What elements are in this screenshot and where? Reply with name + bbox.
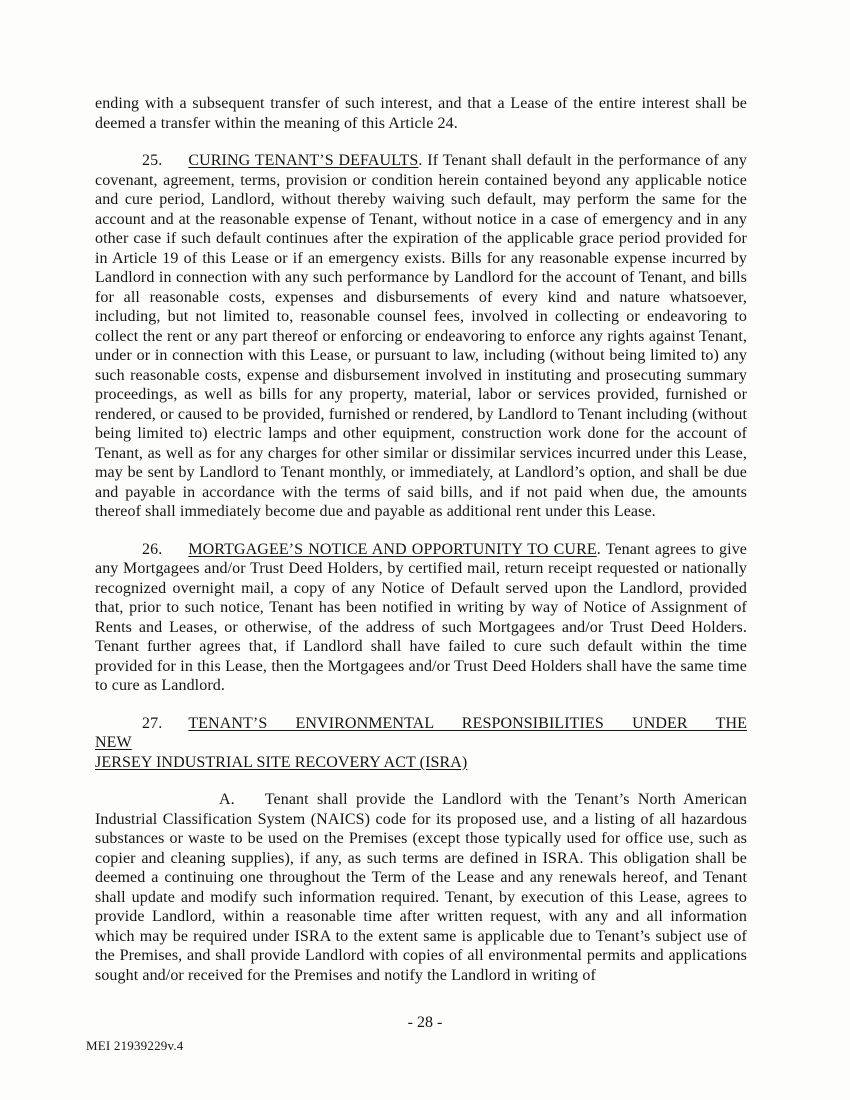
section-25-paragraph [95,151,747,522]
section-26-number: 26. [142,540,163,558]
subsection-a-body: Tenant shall provide the Landlord with the Tenant’s North American Industrial Classification System (NAICS) code for its proposed use, and a listing of all hazardous substances or waste to be used on the Premises (except those typically used for office use, such as copier and cleaning supplies), if any, as such terms are defined in ISRA. This obligation shall be deemed a continuing one throughout the Term of the Lease and any renewals hereof, and Tenant shall update and modify such information required. Tenant, by execution of this Lease, agrees to provide Landlord, within a reasonable time after written request, with any and all information which may be required under ISRA to the extent same is applicable due to Tenant’s subject use of the Premises, and shall provide Landlord with copies of all environmental permits and applications sought and/or received for the Premises and notify the Landlord in writing of [95,791,747,984]
section-26-paragraph [95,540,747,696]
section-26-body: Tenant agrees to give any Mortgagees and/or Trust Deed Holders, by certified mail, return receipt requested or nationally recognized overnight mail, a copy of any Notice of Default served upon the Landlord, provided that, prior to such notice, Tenant has been notified in writing by way of Notice of Assignment of Rents and Leases, or otherwise, of the address of such Mortgagees and/or Trust Deed Holders. Tenant further agrees that, if Landlord shall have failed to cure such default within the time provided for in this Lease, then the Mortgagees and/or Trust Deed Holders shall have the same time to cure as Landlord. [95,540,748,694]
page-number: - 28 - [407,1014,443,1031]
continuation-paragraph: ending with a subsequent transfer of such interest, and that a Lease of the entire interest shall be deemed a transfer within the meaning of this Article 24. [95,95,747,132]
section-25-heading: CURING TENANT’S DEFAULTS [188,152,419,169]
section-26-heading: MORTGAGEE’S NOTICE AND OPPORTUNITY TO CURE [188,540,597,558]
section-27-heading-line2: JERSEY INDUSTRIAL SITE RECOVERY ACT (ISRA) [95,753,468,771]
subsection-a-paragraph [95,790,747,985]
subsection-a-label: A. [219,791,235,808]
section-25-number: 25. [142,152,163,169]
section-25-heading-punct: . [418,152,423,169]
section-25-body: If Tenant shall default in the performance of any covenant, agreement, terms, provision or condition herein contained beyond any applicable notice and cure period, Landlord, without thereby waiving such default, may perform the same for the account and at the reasonable expense of Tenant, without notice in a case of emergency and in any other case if such default continues after the expiration of the applicable grace period provided for in Article 19 of this Lease or if an emergency exists. Bills for any reasonable expense incurred by Landlord in connection with any such performance by Landlord for the account of Tenant, and bills for all reasonable costs, expenses and disbursements of every kind and nature whatsoever, including, but not limited to, reasonable counsel fees, involved in collecting or endeavoring to collect the rent or any part thereof or enforcing or endeavoring to enforce any rights against Tenant, under or in connection with this Lease, or pursuant to law, including (without being limited to) any such reasonable costs, expense and disbursement involved in instituting and prosecuting summary proceedings, as well as bills for any property, material, labor or services provided, furnished or rendered, or caused to be provided, furnished or rendered, by Landlord to Tenant including (without being limited to) electric lamps and other equipment, construction work done for the account of Tenant, as well as for any charges for other similar or dissimilar services incurred under this Lease, may be sent by Landlord to Tenant monthly, or immediately, at Landlord’s option, and shall be due and payable in accordance with the terms of said bills, and if not paid when due, the amounts thereof shall immediately become due and payable as additional rent under this Lease. [95,152,747,520]
section-27-heading-paragraph [95,714,747,773]
page-content [95,94,747,985]
section-26-heading-punct: . [596,540,601,558]
document-reference: MEI 21939229v.4 [86,1038,184,1053]
section-27-heading-line1: TENANT’S ENVIRONMENTAL RESPONSIBILITIES UNDER THE NEW [95,714,747,751]
section-27-number: 27. [142,714,163,732]
